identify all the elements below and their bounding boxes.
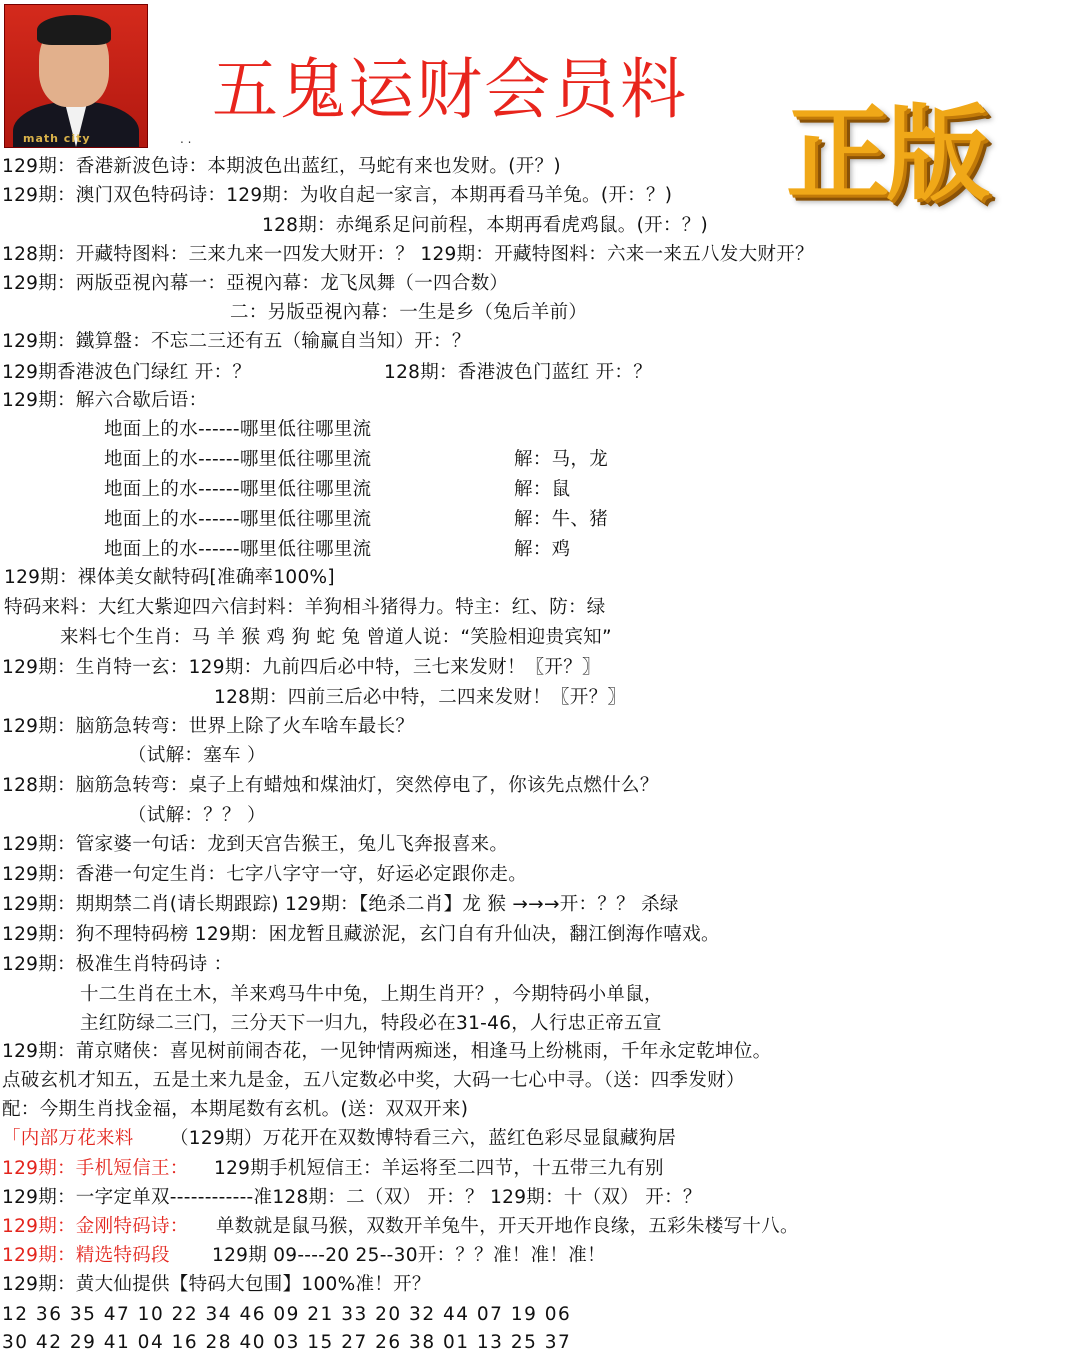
line-number-row-2: 30 42 29 41 04 16 28 40 03 15 27 26 38 01 13 25 37 (2, 1332, 572, 1353)
line-zodiac-poem-heading: 129期：极准生肖特码诗 ： (2, 954, 233, 975)
line-wong-tai-sin: 129期：黄大仙提供【特码大包围】100%准！开？ (2, 1274, 431, 1295)
line-hk-one-sentence: 129期：香港一句定生肖：七字八字守一守，好运必定跟你走。 (2, 864, 528, 885)
line-housekeeper: 129期：管家婆一句话：龙到天宫告猴王，兔儿飞奔报喜来。 (2, 834, 509, 855)
line-zodiac-poem-1: 十二生肖在土木，羊来鸡马牛中兔，上期生肖开？，今期特码小单鼠， (80, 984, 663, 1005)
line-macau-poem-128: 128期：赤绳系足问前程，本期再看虎鸡鼠。(开：？) (262, 215, 709, 236)
line-riddle-heading: 129期：解六合歇后语： (2, 390, 208, 411)
decorative-dots: . . (180, 132, 192, 146)
line-beauty-code: 129期：裸体美女献特码[准确率100%] (4, 567, 335, 588)
line-atv-inside-2: 二：另版亞視內幕：一生是乡（兔后羊前） (230, 302, 588, 323)
riddle-line: 地面上的水------哪里低往哪里流 (104, 539, 372, 560)
riddle-line: 地面上的水------哪里低往哪里流 (104, 419, 372, 440)
riddle-line: 地面上的水------哪里低往哪里流 (104, 479, 372, 500)
line-diamond-text: 单数就是鼠马猴，双数开羊兔牛，开天开地作良缘，五彩朱楼写十八。 (216, 1216, 799, 1237)
page-title: 五鬼运财会员料 (212, 51, 688, 128)
line-selected-text: 129期 09----20 25--30开：？？准！准！准！ (212, 1245, 606, 1266)
riddle-line: 地面上的水------哪里低往哪里流 (104, 509, 372, 530)
line-internal-text: （129期）万花开在双数博特看三六，蓝红色彩尽显鼠藏狗居 (170, 1128, 677, 1149)
line-macau-poem: 129期：澳门双色特码诗：129期：为收自起一家言，本期再看马羊兔。(开：？) (2, 185, 673, 206)
line-hk-wave-129: 129期香港波色门绿红 开：？ (2, 362, 252, 383)
riddle-answer: 解：鼠 (514, 479, 571, 500)
line-teaser-answer-129: （试解：塞车 ） (128, 745, 266, 766)
line-gambler-2: 点破玄机才知五，五是土来九是金，五八定数必中奖，大码一七心中寻。（送：四季发财） (2, 1070, 745, 1091)
line-number-row-1: 12 36 35 47 10 22 34 46 09 21 33 20 32 44 07 19 06 (2, 1304, 572, 1325)
line-gambler-3: 配：今期生肖找金福，本期尾数有玄机。(送：双双开来) (2, 1099, 469, 1120)
line-zodiac-poem-2: 主红防绿二三门，三分天下一归九，特段必在31-46，人行忠正帝五宣 (80, 1013, 662, 1034)
line-selected-label: 129期：精选特码段 (2, 1245, 170, 1266)
authentic-stamp: 正版 (786, 93, 987, 215)
riddle-answer: 解：鸡 (514, 539, 571, 560)
line-dog-code-list: 129期：狗不理特码榜 129期：困龙暂且藏淤泥，玄门自有升仙决，翻江倒海作嘻戏。 (2, 924, 720, 945)
riddle-answer: 解：牛、猪 (514, 509, 609, 530)
line-sms-label: 129期：手机短信王： (2, 1158, 189, 1179)
line-brain-teaser-128: 128期：脑筋急转弯：桌子上有蜡烛和煤油灯，突然停电了，你该先点燃什么？ (2, 775, 659, 796)
line-atv-inside-1: 129期：两版亞視內幕一：亞視內幕：龙飞凤舞（一四合数） (2, 273, 509, 294)
line-odd-even: 129期：一字定单双------------准128期：二（双） 开：？ 129期：十（双） 开：？ (2, 1187, 702, 1208)
line-seven-zodiac: 来料七个生肖：马 羊 猴 鸡 狗 蛇 兔 曾道人说：“笑脸相迎贵宾知” (60, 627, 612, 648)
line-teaser-answer-128: （试解：？？ ） (128, 805, 266, 826)
photo-watermark: math city (23, 132, 91, 145)
line-internal-label: 「内部万花来料 (2, 1128, 134, 1149)
portrait-hair (37, 15, 111, 45)
line-diamond-label: 129期：金刚特码诗： (2, 1216, 189, 1237)
line-ban-two-zodiac: 129期：期期禁二肖(请长期跟踪) 129期：【绝杀二肖】龙 猴 →→→开：？？ 杀绿 (2, 894, 679, 915)
line-treasure-map: 128期：开藏特图料：三来九来一四发大财开：？ 129期：开藏特图料：六来一来五八发大财开？ (2, 244, 814, 265)
line-hk-wave-128: 128期：香港波色门蓝红 开：？ (384, 362, 652, 383)
line-hk-wave-poem: 129期：香港新波色诗：本期波色出蓝红，马蛇有来也发财。(开？) (2, 156, 561, 177)
line-zodiac-special: 129期：生肖特一玄：129期：九前四后必中特，三七来发财！〖开？〗 (2, 657, 601, 678)
riddle-line: 地面上的水------哪里低往哪里流 (104, 449, 372, 470)
line-brain-teaser-129: 129期：脑筋急转弯：世界上除了火车啥车最长？ (2, 716, 415, 737)
line-code-material: 特码来料：大红大紫迎四六信封料：羊狗相斗猪得力。特主：红、防：绿 (4, 597, 606, 618)
line-zodiac-special-128: 128期：四前三后必中特，二四来发财！〖开？〗 (214, 687, 627, 708)
line-iron-abacus: 129期：鐵算盤：不忘二三还有五（输赢自当知）开：？ (2, 331, 471, 352)
line-gambler: 129期：莆京赌侠：喜见树前闹杏花，一见钟情两痴迷，相逢马上纷桃雨，千年永定乾坤位。 (2, 1041, 772, 1062)
line-sms-text: 129期手机短信王：羊运将至二四节，十五带三九有别 (214, 1158, 664, 1179)
portrait-photo (4, 4, 148, 148)
riddle-answer: 解：马，龙 (514, 449, 609, 470)
